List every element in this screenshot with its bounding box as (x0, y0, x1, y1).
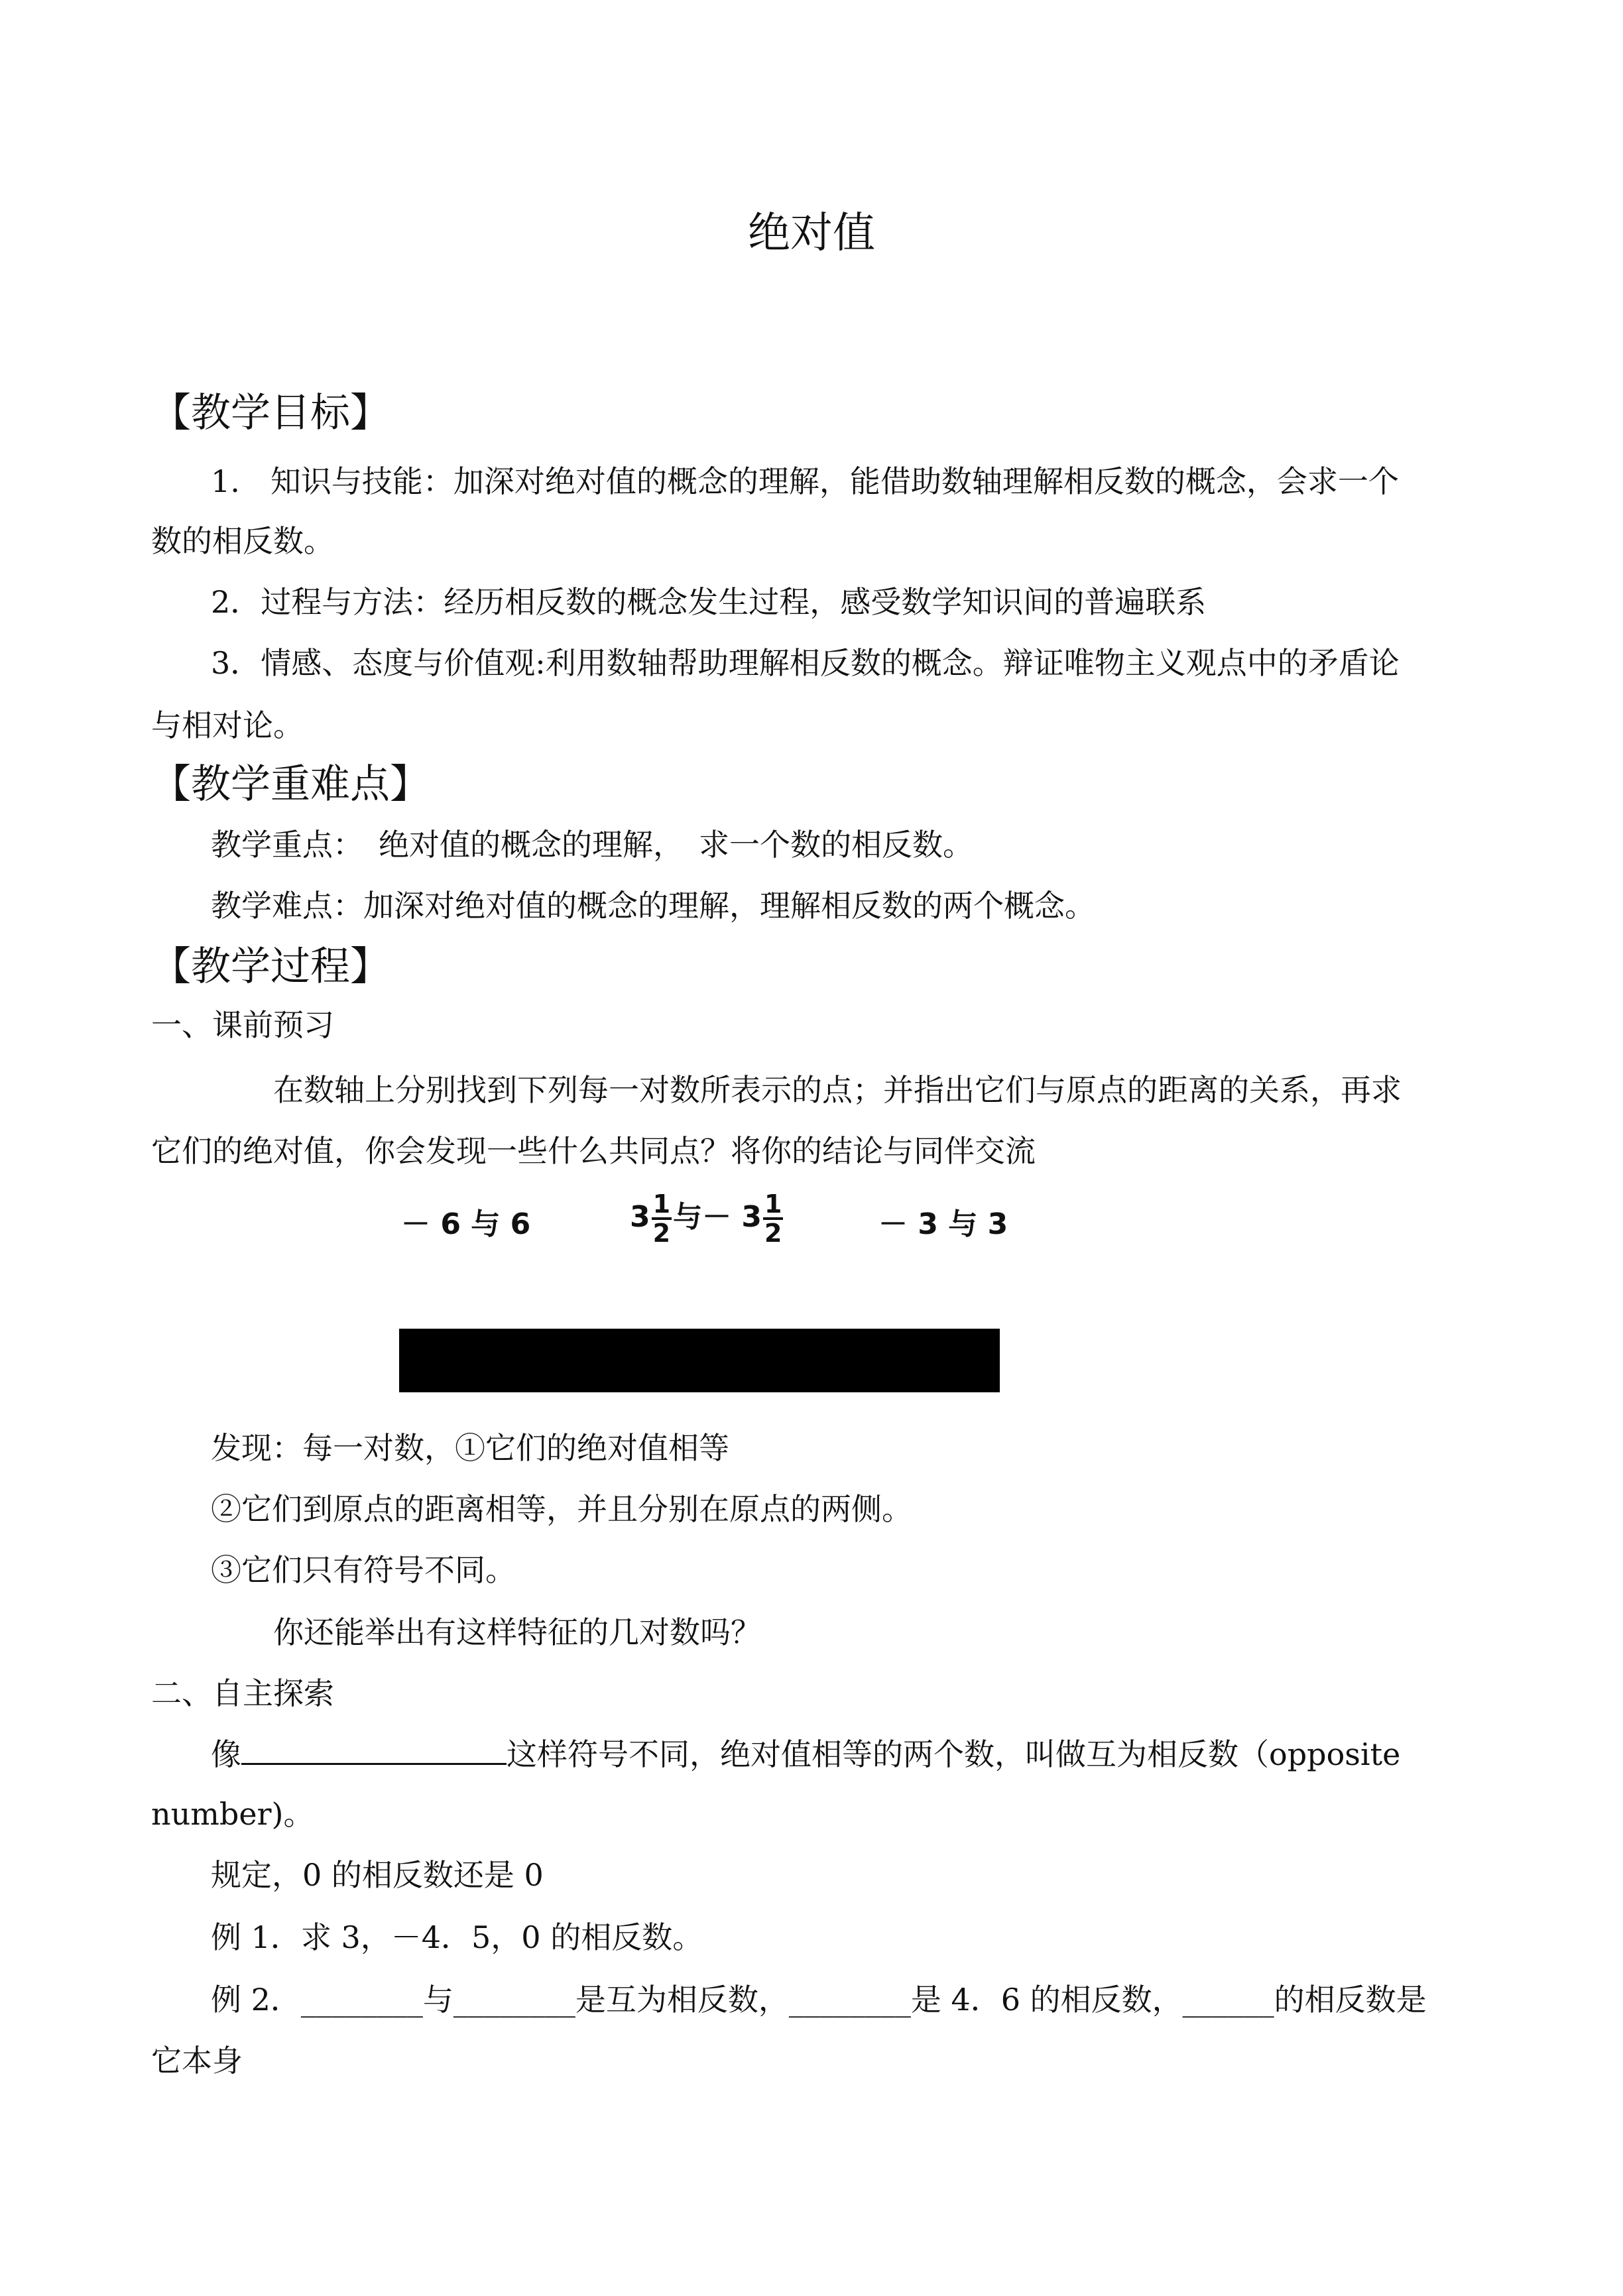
example-1: 例 1．求 3，－4．5，0 的相反数。 (211, 1919, 703, 1955)
teaching-process-heading: 【教学过程】 (151, 943, 390, 990)
pair-2-fraction-a: $\frac{1}{2}$ (652, 1189, 671, 1248)
page-title: 绝对值 (748, 209, 875, 258)
pair-2-middle: 与－ 3 (673, 1200, 762, 1234)
rule: 规定，0 的相反数还是 0 (211, 1857, 544, 1893)
part-1-title: 一、课前预习 (151, 1007, 334, 1043)
key-point: 教学重点： 绝对值的概念的理解， 求一个数的相反数。 (211, 827, 973, 863)
example-2-line-2: 它本身 (151, 2043, 243, 2079)
goal-item-1-line-2: 数的相反数。 (151, 523, 334, 559)
pair-2-whole: 3 (630, 1200, 650, 1234)
pair-2-fraction-b: $\frac{1}{2}$ (764, 1189, 782, 1248)
finding-3: ③它们只有符号不同。 (211, 1552, 516, 1588)
definition-prefix: 像 (211, 1736, 241, 1772)
difficulty-point: 教学难点：加深对绝对值的概念的理解，理解相反数的两个概念。 (211, 888, 1095, 924)
key-difficulty-heading: 【教学重难点】 (151, 761, 430, 808)
finding-2: ②它们到原点的距离相等，并且分别在原点的两侧。 (211, 1491, 912, 1527)
preview-intro-line-2: 它们的绝对值，你会发现一些什么共同点？将你的结论与同伴交流 (151, 1133, 1036, 1169)
definition-line-2: number)。 (151, 1796, 314, 1832)
number-pair-2 (630, 1191, 784, 1246)
number-pair-1: － 6 与 6 (401, 1207, 531, 1241)
redacted-bar (399, 1329, 1000, 1392)
preview-intro-line-1: 在数轴上分别找到下列每一对数所表示的点；并指出它们与原点的距离的关系，再求 (273, 1072, 1402, 1108)
definition-blank[interactable] (241, 1732, 507, 1765)
goal-item-1-line-1: 1. 知识与技能：加深对绝对值的概念的理解，能借助数轴理解相反数的概念，会求一个 (211, 463, 1399, 499)
definition-line-1 (211, 1730, 1400, 1774)
part-2-title: 二、自主探索 (151, 1675, 334, 1711)
teaching-goals-heading: 【教学目标】 (151, 390, 390, 436)
definition-suffix: 这样符号不同，绝对值相等的两个数，叫做互为相反数（opposite (507, 1736, 1401, 1772)
question: 你还能举出有这样特征的几对数吗？ (273, 1614, 761, 1650)
example-2-line-1: 例 2．________与________是互为相反数，________是 4．6 的相反数，______的相反数是 (211, 1982, 1427, 2018)
finding-1: 发现：每一对数，①它们的绝对值相等 (211, 1430, 729, 1466)
goal-item-3-line-1: 3．情感、态度与价值观:利用数轴帮助理解相反数的概念。辩证唯物主义观点中的矛盾论 (211, 645, 1400, 681)
goal-item-3-line-2: 与相对论。 (151, 707, 304, 743)
goal-item-2: 2．过程与方法：经历相反数的概念发生过程，感受数学知识间的普遍联系 (211, 584, 1207, 620)
number-pair-3: － 3 与 3 (878, 1207, 1008, 1241)
